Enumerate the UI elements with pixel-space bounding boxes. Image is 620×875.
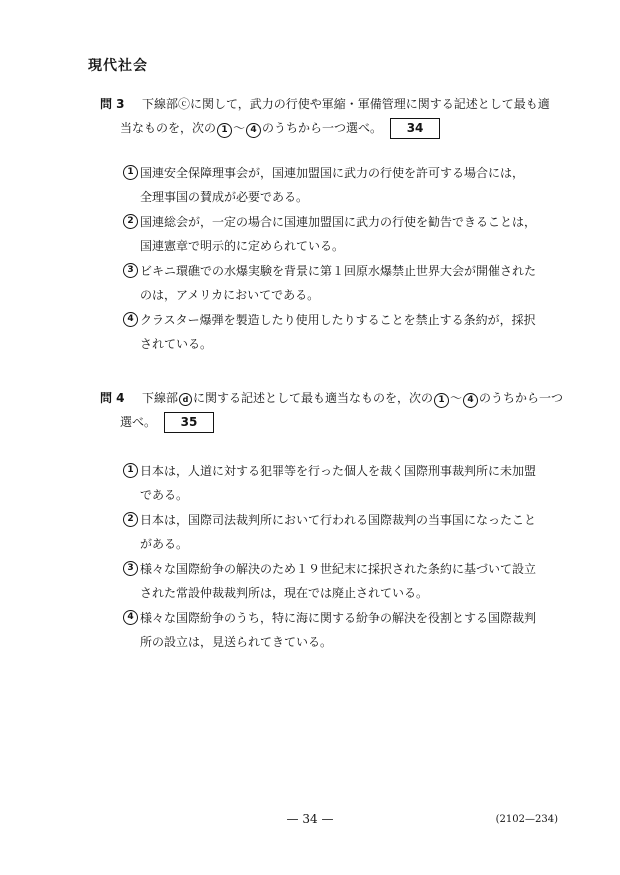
question-4-stem-line1 <box>142 386 564 410</box>
option <box>100 508 560 556</box>
question-3 <box>100 92 560 356</box>
option-text-line2: がある。 <box>140 537 189 551</box>
option-text-line2: された常設仲裁裁判所は，現在では廃止されている。 <box>140 586 429 600</box>
option-number: 3 <box>123 561 138 576</box>
option-number: 1 <box>123 463 138 478</box>
choice-range-end: 4 <box>246 123 261 138</box>
question-3-stem-line2 <box>120 116 560 140</box>
option-text-line1: 日本は，人道に対する犯罪等を行った個人を裁く国際刑事裁判所に未加盟 <box>140 464 537 478</box>
option <box>100 459 560 507</box>
stem-text: 当なものを，次の <box>120 121 217 135</box>
option-text-line2: 所の設立は，見送られてきている。 <box>140 635 333 649</box>
exam-code: (2102—234) <box>495 814 558 825</box>
range-tilde: ～ <box>450 391 463 405</box>
answer-box: 35 <box>164 412 214 433</box>
option <box>100 259 560 307</box>
option <box>100 557 560 605</box>
option-number: 1 <box>123 165 138 180</box>
option-text-line1: ビキニ環礁での水爆実験を背景に第１回原水爆禁止世界大会が開催された <box>140 264 537 278</box>
section-title: 現代社会 <box>88 58 148 74</box>
stem-text: 下線部 <box>142 391 179 405</box>
question-4-label: 問 4 <box>100 391 125 405</box>
stem-text: のうちから一つ選べ。 <box>262 121 383 135</box>
option-text-line2: されている。 <box>140 337 213 351</box>
option <box>100 161 560 209</box>
choice-range-start: 1 <box>434 393 449 408</box>
question-3-stem <box>100 92 560 140</box>
option-text-line1: 様々な国際紛争の解決のため１９世紀末に採択された条約に基づいて設立 <box>140 562 537 576</box>
option-number: 2 <box>123 214 138 229</box>
option <box>100 308 560 356</box>
option-text-line2: 全理事国の賛成が必要である。 <box>140 190 309 204</box>
question-4-stem <box>100 386 564 434</box>
question-3-options <box>100 161 560 356</box>
option-text-line1: 様々な国際紛争のうち，特に海に関する紛争の解決を役割とする国際裁判 <box>140 611 537 625</box>
question-3-stem-line1: 下線部ⓒに関して，武力の行使や軍縮・軍備管理に関する記述として最も適 <box>142 97 550 111</box>
question-4 <box>100 386 564 654</box>
question-4-options <box>100 459 560 654</box>
option-text-line1: 国連安全保障理事会が，国連加盟国に武力の行使を許可する場合には， <box>140 166 525 180</box>
option <box>100 210 560 258</box>
option-number: 2 <box>123 512 138 527</box>
option-text-line2: のは，アメリカにおいてである。 <box>140 288 320 302</box>
option <box>100 606 560 654</box>
range-tilde: ～ <box>233 121 246 135</box>
page-number: — 34 — <box>286 812 334 826</box>
underline-marker: d <box>179 393 192 406</box>
choice-range-end: 4 <box>463 393 478 408</box>
option-number: 4 <box>123 312 138 327</box>
option-text-line1: クラスター爆弾を製造したり使用したりすることを禁止する条約が，採択 <box>140 313 536 327</box>
option-number: 3 <box>123 263 138 278</box>
answer-box: 34 <box>390 118 440 139</box>
option-text-line1: 日本は，国際司法裁判所において行われる国際裁判の当事国になったこと <box>140 513 537 527</box>
stem-text: 選べ。 <box>120 415 157 429</box>
stem-text: のうちから一つ <box>479 391 564 405</box>
option-text-line2: 国連憲章で明示的に定められている。 <box>140 239 345 253</box>
option-number: 4 <box>123 610 138 625</box>
question-4-stem-line2 <box>120 410 560 434</box>
option-text-line2: である。 <box>140 488 189 502</box>
question-3-label: 問 3 <box>100 97 125 111</box>
option-text-line1: 国連総会が，一定の場合に国連加盟国に武力の行使を勧告できることは， <box>140 215 537 229</box>
choice-range-start: 1 <box>217 123 232 138</box>
stem-text: に関する記述として最も適当なものを，次の <box>193 391 434 405</box>
